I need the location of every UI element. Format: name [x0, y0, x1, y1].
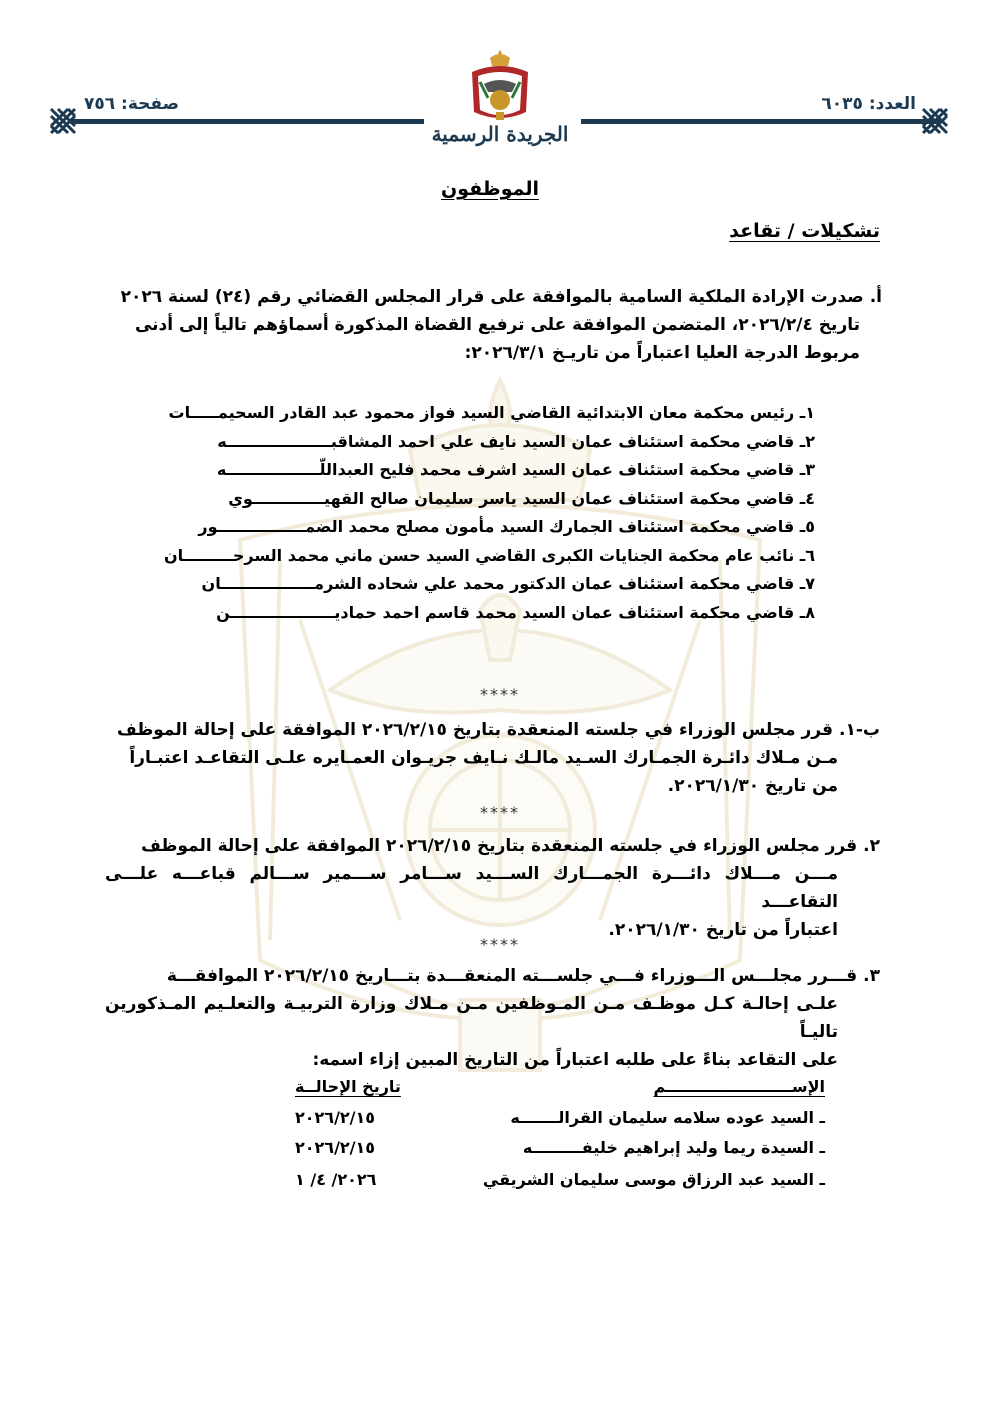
retirement-date: ٢٠٢٦/ ٤/ ١: [295, 1170, 377, 1189]
section-b1-line-3: من تاريخ ٢٠٢٦/١/٣٠.: [667, 776, 838, 796]
section-a-line-2: تاريخ ٢٠٢٦/٢/٤، المتضمن الموافقة على ترفيع القضاة المذكورة أسماؤهم تالياً إلى أدنى: [134, 315, 860, 335]
issue-number: العدد: ٦٠٣٥: [821, 94, 916, 114]
separator-stars: ****: [480, 803, 520, 822]
list-item: ٨ـ قاضي محكمة استئناف عمان السيد محمد قاسم احمد حماديـــــــــــــــــــن: [216, 602, 815, 622]
section-b2-mark: ٢.: [863, 836, 880, 856]
section-a-mark: أ.: [869, 287, 882, 307]
section-b3-line-3: على التقاعد بناءً على طلبه اعتباراً من التاريخ المبين إزاء اسمه:: [312, 1050, 838, 1070]
header-rule-left: [70, 119, 424, 124]
section-b2-line-1: قرر مجلس الوزراء في جلسته المنعقدة بتاريخ ٢٠٢٦/٢/١٥ الموافقة على إحالة الموظف: [141, 836, 858, 856]
list-item: ٤ـ قاضي محكمة استئناف عمان السيد ياسر سليمان صالح القهيـــــــــــــوي: [228, 488, 815, 508]
section-b1-mark: ب-١.: [839, 720, 880, 740]
column-header-date: تاريخ الإحالــة: [295, 1077, 401, 1096]
section-b2-line-3: اعتباراً من تاريخ ٢٠٢٦/١/٣٠.: [608, 920, 838, 940]
table-row: [295, 1170, 825, 1189]
retirement-date: ٢٠٢٦/٢/١٥: [295, 1138, 376, 1157]
retiree-name: ـ السيد عوده سلامه سليمان القرالـــــــه: [510, 1108, 825, 1127]
section-heading: الموظفون: [441, 178, 539, 200]
column-header-name: الإســـــــــــــــــــــــم: [653, 1077, 825, 1096]
section-b3-line-2: علـى إحالـة كـل موظـف مـن المـوظفين مـن مـلاك وزارة التربيـة والتعلـيم المـذكورين تاليـاً: [105, 994, 838, 1042]
section-b3-line-1: قـــرر مجلـــس الـــوزراء فـــي جلســـته المنعقـــدة بتـــاريخ ٢٠٢٦/٢/١٥ الموافقـــة: [166, 966, 858, 986]
separator-stars: ****: [480, 935, 520, 954]
retiree-name: ـ السيدة ريما وليد إبراهيم خليفـــــــــه: [522, 1138, 825, 1157]
list-item: ٥ـ قاضي محكمة استئناف الجمارك السيد مأمون مصلح محمد الضمــــــــــــــــور: [198, 517, 815, 536]
separator-stars: ****: [480, 685, 520, 704]
table-row: [295, 1108, 825, 1127]
ornament-knot-icon: [920, 106, 950, 136]
list-item: ٧ـ قاضي محكمة استئناف عمان الدكتور محمد علي شحاده الشرمـــــــــــــــــان: [201, 574, 815, 593]
table-row: [295, 1138, 825, 1157]
section-b1-line-1: قرر مجلس الوزراء في جلسته المنعقدة بتاريخ ٢٠٢٦/٢/١٥ الموافقة على إحالة الموظف: [117, 720, 833, 740]
subsection-heading: تشكيلات / تقاعد: [729, 220, 880, 242]
list-item: ٣ـ قاضي محكمة استئناف عمان السيد اشرف محمد فليح العبداللّـــــــــــــــــه: [216, 460, 815, 479]
section-a-paragraph: [117, 283, 882, 367]
section-a-line-3: مربوط الدرجة العليا اعتباراً من تاريـخ ٢٠٢٦/٣/١:: [464, 343, 860, 363]
retiree-name: ـ السيد عبد الرزاق موسى سليمان الشريقي: [482, 1170, 825, 1189]
section-b2-paragraph: [105, 832, 880, 944]
retirees-table-header: [295, 1077, 825, 1096]
page-number: صفحة: ٧٥٦: [84, 94, 180, 114]
list-item: ٦ـ نائب عام محكمة الجنايات الكبرى القاضي السيد حسن ماني محمد السرحـــــــــان: [164, 545, 815, 565]
list-item: ١ـ رئيس محكمة معان الابتدائية القاضي السيد فواز محمود عبد القادر السحيمـــــات: [168, 403, 815, 422]
header-rule-right: [581, 119, 941, 124]
section-b1-paragraph: [105, 716, 880, 800]
section-b3-mark: ٣.: [863, 966, 880, 986]
list-item: ٢ـ قاضي محكمة استئناف عمان السيد نايف علي احمد المشاقبـــــــــــــــــــه: [217, 431, 815, 451]
section-a-line-1: صدرت الإرادة الملكية السامية بالموافقة على قرار المجلس القضائي رقم (٢٤) لسنة ٢٠٢٦: [120, 287, 864, 307]
gazette-title: الجريدة الرسمية: [431, 122, 569, 146]
promoted-judges-list: [164, 399, 815, 627]
retirement-date: ٢٠٢٦/٢/١٥: [295, 1108, 376, 1127]
section-b3-paragraph: [105, 962, 880, 1074]
jordan-coat-of-arms-icon: [466, 48, 534, 126]
section-b2-line-2: مـــن مـــلاك دائـــرة الجمـــارك الســـيد ســـامر ســـمير ســـالم قباعـــه علـــى التقاعـــد: [105, 864, 838, 912]
section-b1-line-2: مـن مـلاك دائـرة الجمـارك السـيد مالـك نـايف جريـوان العمـايره علـى التقاعـد اعتبـاراً: [129, 748, 838, 768]
ornament-knot-icon: [48, 106, 78, 136]
